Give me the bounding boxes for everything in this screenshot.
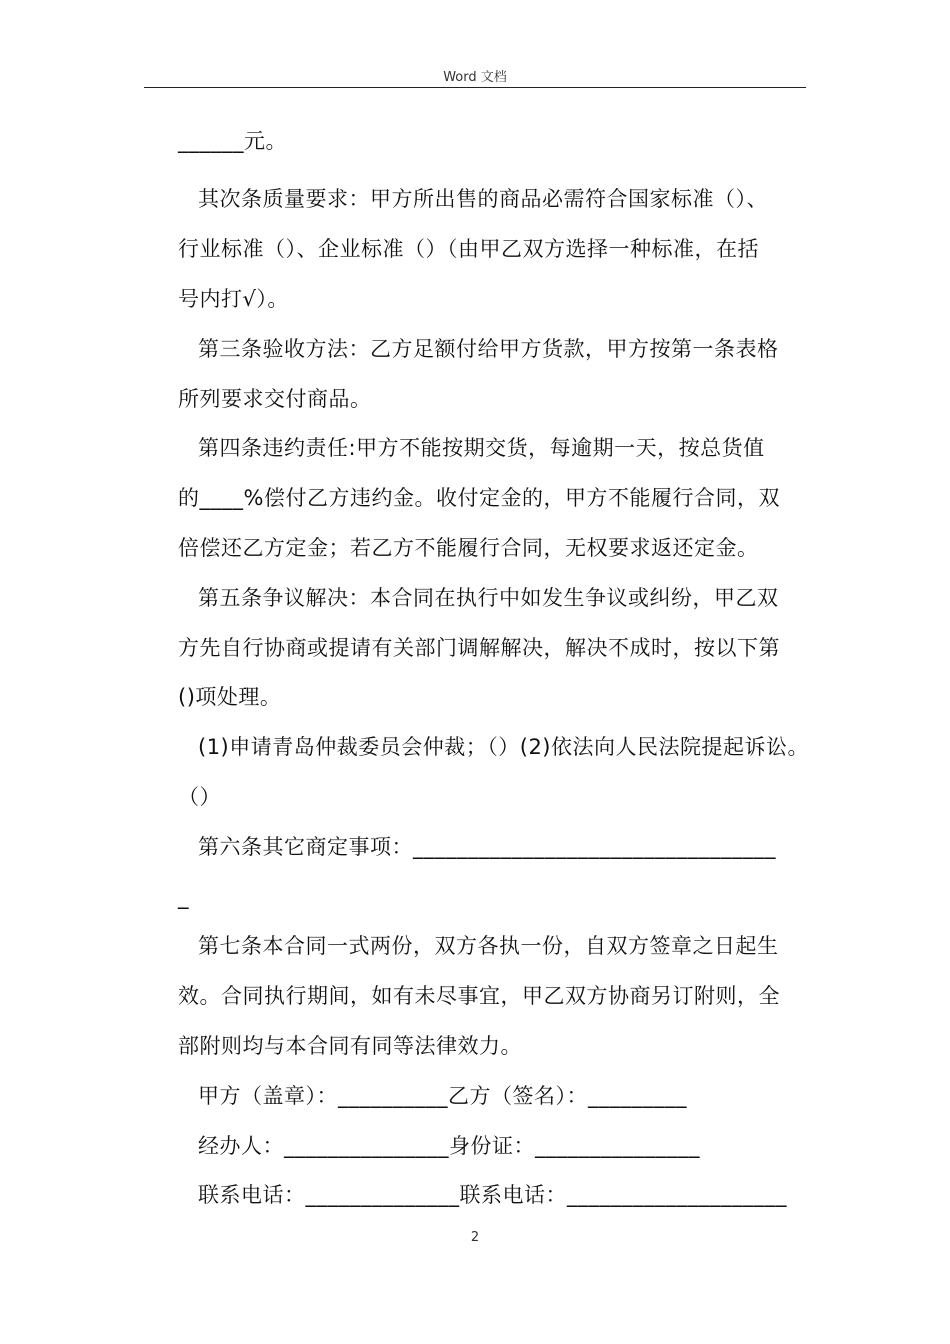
text-line: _: [178, 885, 189, 909]
text-line: 第三条验收方法：乙方足额付给甲方货款，甲方按第一条表格: [198, 337, 779, 361]
text-line: 效。合同执行期间，如有未尽事宜，甲乙双方协商另订附则，全: [178, 984, 780, 1008]
text-line: ______元。: [178, 129, 287, 153]
text-line: 经办人：_______________身份证：_______________: [198, 1134, 700, 1158]
text-line: 第六条其它商定事项：_________________________________: [198, 835, 776, 859]
text-line: 所列要求交付商品。: [178, 387, 372, 411]
header-divider: [144, 87, 806, 88]
text-line: 甲方（盖章）：__________乙方（签名）：_________: [198, 1084, 687, 1108]
page-number: 2: [470, 1230, 480, 1245]
text-line: （）: [178, 785, 221, 809]
text-line: 的____%偿付乙方违约金。收付定金的，甲方不能履行合同，双: [178, 486, 780, 510]
text-line: ()项处理。: [178, 685, 282, 709]
text-line: 联系电话：______________联系电话：____________________: [198, 1183, 787, 1207]
text-line: 第七条本合同一式两份，双方各执一份，自双方签章之日起生: [198, 934, 779, 958]
text-line: 第四条违约责任:甲方不能按期交货，每逾期一天，按总货值: [198, 436, 765, 460]
text-line: 倍偿还乙方定金；若乙方不能履行合同，无权要求返还定金。: [178, 536, 759, 560]
text-line: 第五条争议解决：本合同在执行中如发生争议或纠纷，甲乙双: [198, 586, 779, 610]
text-line: 方先自行协商或提请有关部门调解解决，解决不成时，按以下第: [178, 636, 780, 660]
page-header: Word 文档: [443, 70, 507, 85]
text-line: 其次条质量要求：甲方所出售的商品必需符合国家标准（）、: [198, 187, 768, 211]
text-line: 行业标准（）、企业标准（）（由甲乙双方选择一种标准，在括: [178, 237, 759, 261]
text-line: (1)申请青岛仲裁委员会仲裁；（）(2)依法向人民法院提起诉讼。: [198, 735, 809, 759]
text-line: 号内打√）。: [178, 287, 289, 311]
text-line: 部附则均与本合同有同等法律效力。: [178, 1034, 522, 1058]
